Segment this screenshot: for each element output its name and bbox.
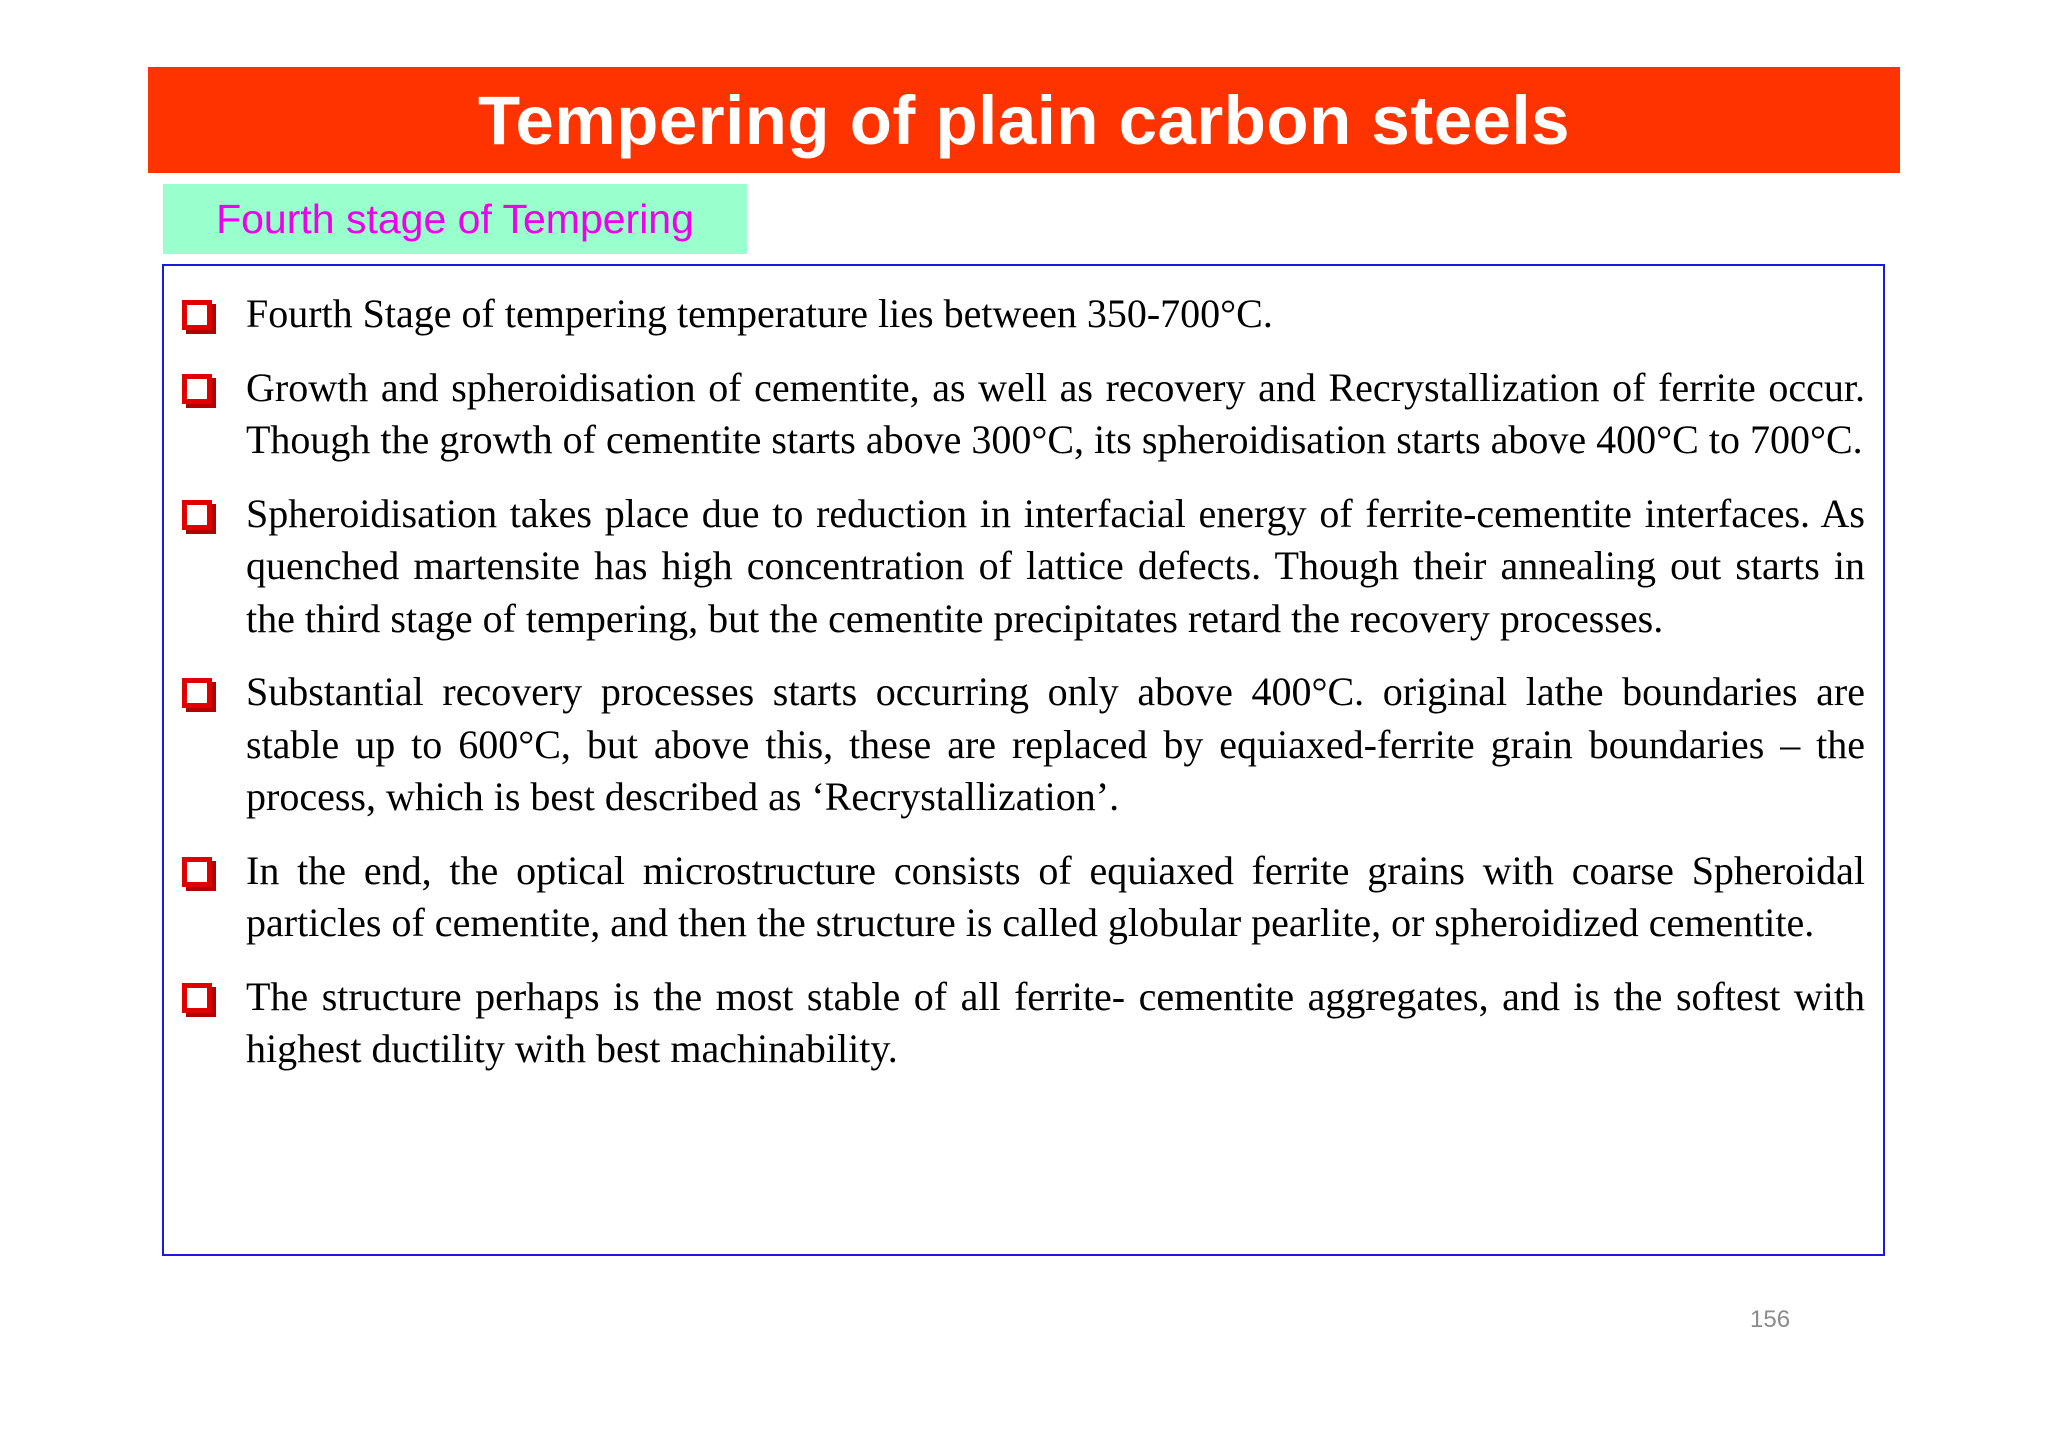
bullet-item xyxy=(182,488,1865,646)
red-hollow-square-icon xyxy=(182,300,212,330)
page-number: 156 xyxy=(1750,1306,1791,1333)
bullet-item xyxy=(182,666,1865,824)
slide-title: Tempering of plain carbon steels xyxy=(477,81,1571,159)
bullet-item xyxy=(182,362,1865,467)
bullet-text: In the end, the optical microstructure consists of equiaxed ferrite grains with coarse Spheroidal particles of cementite, and then the structure is called globular pearlite, or spheroidized cementite. xyxy=(246,847,1865,945)
bullet-text: Substantial recovery processes starts occurring only above 400°C. original lathe boundaries are stable up to 600°C, but above this, these are replaced by equiaxed-ferrite grain boundaries – the process, which is best described as ‘Recrystallization’. xyxy=(246,669,1865,819)
bullet-item xyxy=(182,971,1865,1076)
bullet-text: Spheroidisation takes place due to reduction in interfacial energy of ferrite-cementite interfaces. As quenched martensite has high concentration of lattice defects. Though their annealing out starts in the third stage of tempering, but the cementite precipitates retard the recovery processes. xyxy=(246,490,1865,641)
bullet-item xyxy=(182,845,1865,950)
slide-subtitle: Fourth stage of Tempering xyxy=(216,195,694,242)
bullet-item xyxy=(182,288,1865,341)
bullet-text: Fourth Stage of tempering temperature lies between 350-700°C. xyxy=(246,291,1273,336)
bullet-list xyxy=(182,288,1865,1076)
bullet-text: Growth and spheroidisation of cementite, as well as recovery and Recrystallization of ferrite occur. Though the growth of cementite starts above 300°C, its spheroidisation starts above 400°C to 700°C. xyxy=(246,364,1865,462)
red-hollow-square-icon xyxy=(182,678,212,708)
red-hollow-square-icon xyxy=(182,983,212,1013)
red-hollow-square-icon xyxy=(182,857,212,887)
bullet-text: The structure perhaps is the most stable of all ferrite- cementite aggregates, and is the softest with highest ductility with best machinability. xyxy=(246,973,1865,1071)
red-hollow-square-icon xyxy=(182,374,212,404)
red-hollow-square-icon xyxy=(182,500,212,530)
content-box xyxy=(162,264,1885,1256)
subtitle-box xyxy=(163,184,747,254)
title-bar xyxy=(148,67,1900,173)
